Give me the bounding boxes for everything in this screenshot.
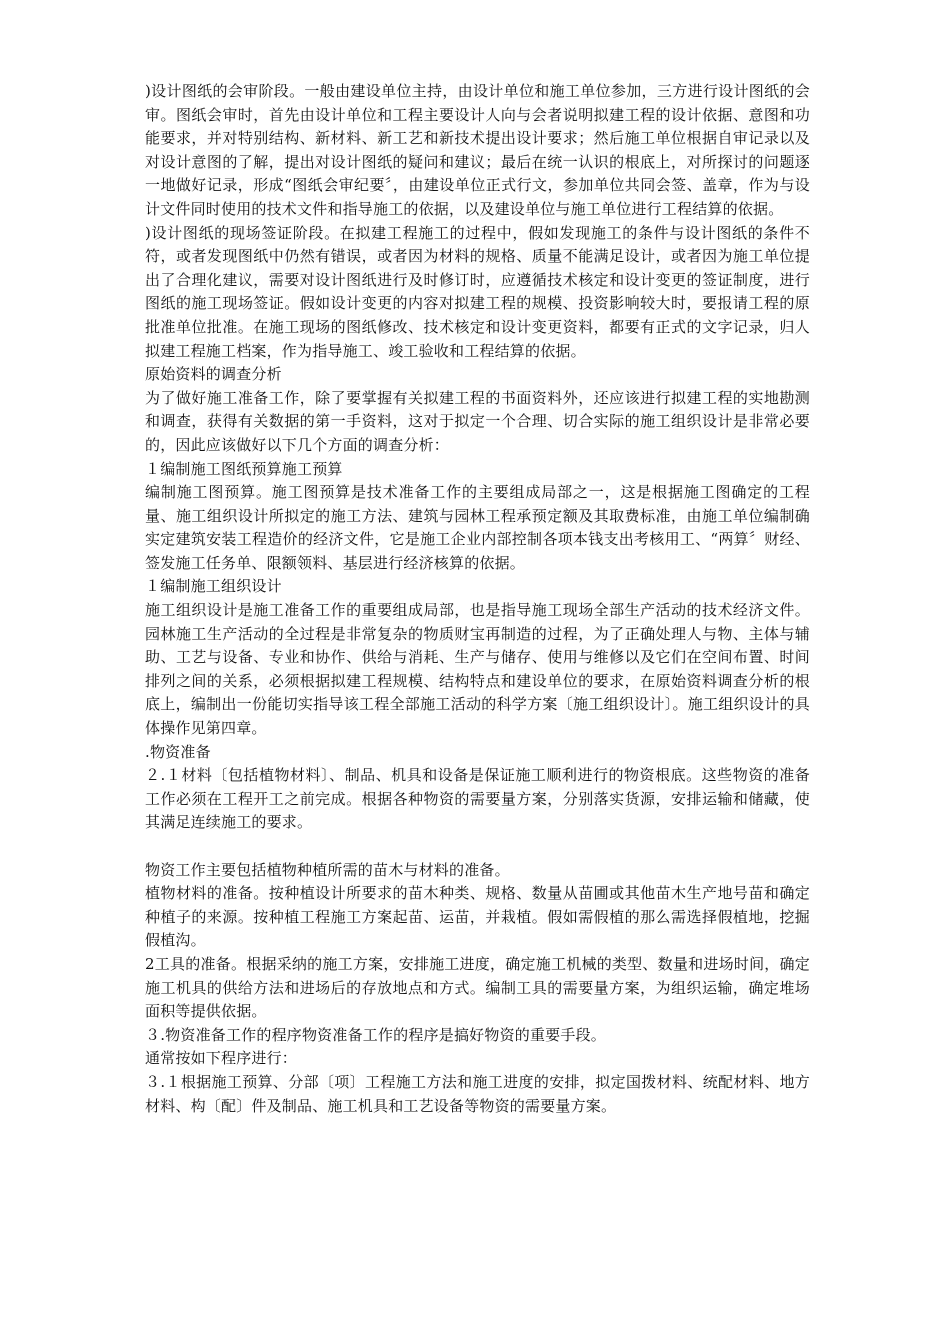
paragraph-procedure: ３.物资准备工作的程序物资准备工作的程序是搞好物资的重要手段。 — [145, 1025, 606, 1044]
paragraph-tools: 2工具的准备。根据采纳的施工方案，安排施工进度，确定施工机械的类型、数量和进场时间，确定施工机具的供给方法和进场后的存放地点和方式。编制工具的需要量方案，为组织运输，确定堆场面积等提供依据。 — [145, 954, 810, 1021]
paragraph-materials: ２.１材料〔包括植物材料〕、制品、机具和设备是保证施工顺利进行的物资根底。这些物资的准备工作必须在工程开工之前完成。根据各种物资的需要量方案，分别落实货源，安排运输和储藏，使其满足连续施工的要求。 — [145, 766, 810, 832]
heading-budget: １编制施工图纸预算施工预算 — [145, 459, 343, 478]
paragraph-survey-intro: 为了做好施工准备工作，除了要掌握有关拟建工程的书面资料外，还应该进行拟建工程的实地勘测和调查，获得有关数据的第一手资料，这对于拟定一个合理、切合实际的施工组织设计是非常必要的，因此应该做好以下几个方面的调查分析： — [145, 388, 810, 454]
heading-material-prep: .物资准备 — [145, 742, 211, 761]
document-body — [145, 80, 810, 1118]
paragraph-drawing-review: )设计图纸的会审阶段。一般由建设单位主持，由设计单位和施工单位参加，三方进行设计图纸的会审。图纸会审时，首先由设计单位和工程主要设计人向与会者说明拟建工程的设计依据、意图和功能要求，并对特别结构、新材料、新工艺和新技术提出设计要求；然后施工单位根据自审记录以及对设计意图的了解，提出对设计图纸的疑问和建议；最后在统一认识的根底上，对所探讨的问题逐一地做好记录，形成“图纸会审纪要〞，由建设单位正式行文，参加单位共同会签、盖章，作为与设计文件同时使用的技术文件和指导施工的依据，以及建设单位与施工单位进行工程结算的依据。 — [145, 82, 810, 218]
paragraph-procedure-steps: 通常按如下程序进行： — [145, 1049, 298, 1068]
paragraph-budget: 编制施工图预算。施工图预算是技术准备工作的主要组成局部之一，这是根据施工图确定的工程量、施工组织设计所拟定的施工方法、建筑与园林工程承预定额及其取费标准，由施工单位编制确实定建筑安装工程造价的经济文件，它是施工企业内部控制各项本钱支出考核用工、“两算〞财经、签发施工任务单、限额领料、基层进行经济核算的依据。 — [145, 483, 810, 572]
paragraph-plant-materials: 植物材料的准备。按种植设计所要求的苗木种类、规格、数量从苗圃或其他苗木生产地号苗和确定种植子的来源。按种植工程施工方案起苗、运苗，并栽植。假如需假植的那么需选择假植地，挖掘假植沟。 — [145, 884, 810, 950]
heading-organization-design: １编制施工组织设计 — [145, 577, 282, 596]
heading-raw-data-survey: 原始资料的调查分析 — [145, 365, 282, 384]
paragraph-step-3-1: ３.１根据施工预算、分部〔项〕工程施工方法和施工进度的安排，拟定国拨材料、统配材料、地方材料、构〔配〕件及制品、施工机具和工艺设备等物资的需要量方案。 — [145, 1072, 810, 1115]
blank-line — [145, 835, 810, 859]
paragraph-material-scope: 物资工作主要包括植物种植所需的苗木与材料的准备。 — [145, 860, 510, 879]
paragraph-site-visa: )设计图纸的现场签证阶段。在拟建工程施工的过程中，假如发现施工的条件与设计图纸的条件不符，或者发现图纸中仍然有错误，或者因为材料的规格、质量不能满足设计，或者因为施工单位提出了合理化建议，需要对设计图纸进行及时修订时，应遵循技术核定和设计变更的签证制度，进行图纸的施工现场签证。假如设计变更的内容对拟建工程的规模、投资影响较大时，要报请工程的原批准单位批准。在施工现场的图纸修改、技术核定和设计变更资料，都要有正式的文字记录，归人拟建工程施工档案，作为指导施工、竣工验收和工程结算的依据。 — [145, 223, 810, 360]
paragraph-organization-design: 施工组织设计是施工准备工作的重要组成局部，也是指导施工现场全部生产活动的技术经济文件。园林施工生产活动的全过程是非常复杂的物质财宝再制造的过程，为了正确处理人与物、主体与辅助、工艺与设备、专业和协作、供给与消耗、生产与储存、使用与维修以及它们在空间布置、时间排列之间的关系，必须根据拟建工程规模、结构特点和建设单位的要求，在原始资料调查分析的根底上，编制出一份能切实指导该工程全部施工活动的科学方案〔施工组织设计〕。施工组织设计的具体操作见第四章。 — [145, 601, 810, 738]
